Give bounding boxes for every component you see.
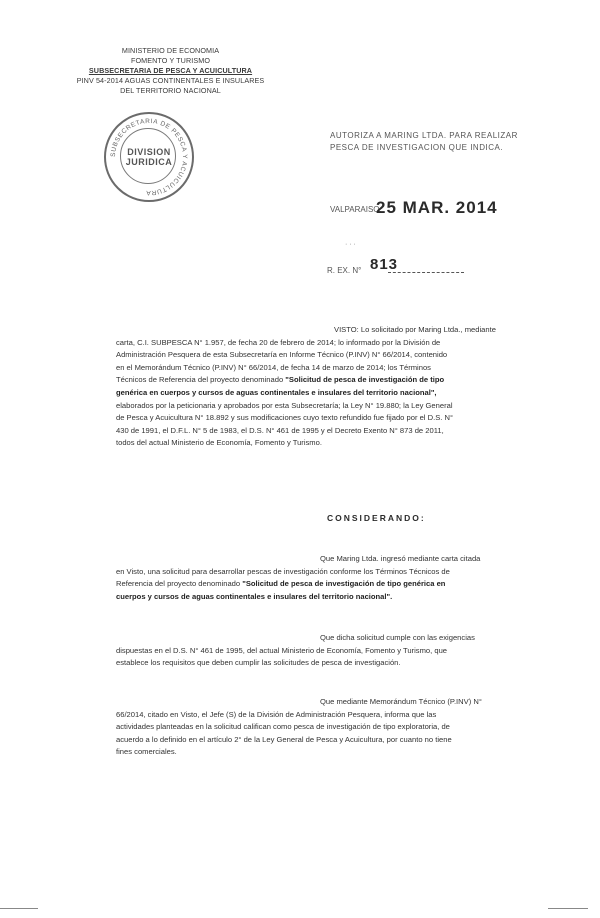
- visto-line-7: elaborados por la peticionaria y aprobados por esta Subsecretaría; la Ley N° 19.880; la Ley General: [116, 400, 453, 410]
- visto-line-5-a: Técnicos de Referencia del proyecto denominado: [116, 375, 284, 385]
- c2-line-2: dispuestas en el D.S. N° 461 de 1995, del actual Ministerio de Economía, Fomento y Turismo, que: [116, 645, 448, 655]
- c1-line-3-b: "Solicitud de pesca de investigación de tipo genérica en: [242, 579, 446, 589]
- c1-line-2: en Visto, una solicitud para desarrollar pescas de investigación conforme los Términos Técnicos de: [116, 566, 450, 576]
- visto-line-1: VISTO: Lo solicitado por Maring Ltda., mediante: [334, 325, 496, 334]
- stamp-line-1: DIVISION: [127, 147, 171, 157]
- visto-line-6: genérica en cuerpos y cursos de aguas continentales e insulares del territorio nacional",: [116, 387, 437, 397]
- visto-line-10: todos del actual Ministerio de Economía, Fomento y Turismo.: [116, 438, 322, 448]
- c1-line-1: Que Maring Ltda. ingresó mediante carta citada: [320, 554, 481, 563]
- place-label: VALPARAISO,: [330, 205, 382, 214]
- subject-line-1: AUTORIZA A MARING LTDA. PARA REALIZAR: [330, 131, 518, 140]
- resolution-label: R. EX. N°: [327, 266, 362, 275]
- visto-paragraph: [116, 324, 506, 450]
- considerando-3: [116, 696, 506, 759]
- resolution-subject: [330, 130, 518, 154]
- subsecretaria-line: SUBSECRETARIA DE PESCA Y ACUICULTURA: [88, 66, 253, 75]
- resolution-number: 813: [370, 256, 399, 273]
- c3-line-2: 66/2014, citado en Visto, el Jefe (S) de la División de Administración Pesquera, informa que las: [116, 709, 437, 719]
- visto-line-9: 430 de 1991, el D.F.L. N° 5 de 1983, el D.S. N° 461 de 1995 y el Decreto Exento N° 873 de 2011,: [116, 425, 444, 435]
- footer-mark-left: [0, 908, 38, 909]
- project-code-line-2: DEL TERRITORIO NACIONAL: [120, 86, 221, 95]
- c2-line-1: Que dicha solicitud cumple con las exigencias: [320, 633, 475, 642]
- letterhead: [48, 46, 293, 96]
- ministry-line-2: FOMENTO Y TURISMO: [130, 56, 211, 65]
- c1-line-3: [116, 578, 506, 591]
- c1-line-3-a: Referencia del proyecto denominado: [116, 579, 241, 589]
- project-code-line: PINV 54-2014 AGUAS CONTINENTALES E INSULARES: [76, 76, 265, 85]
- considerando-1: [116, 553, 506, 603]
- considerando-2: [116, 632, 506, 670]
- visto-line-2: carta, C.I. SUBPESCA N° 1.957, de fecha 20 de febrero de 2014; lo informado por la División de: [116, 337, 441, 347]
- considerando-heading: CONSIDERANDO:: [327, 513, 426, 523]
- mark-dots: · · ·: [345, 241, 356, 248]
- date-stamp: 25 MAR. 2014: [376, 198, 498, 217]
- c3-line-3: actividades planteadas en la solicitud califican como pesca de investigación de tipo exploratoria, de: [116, 722, 450, 732]
- c3-line-1: Que mediante Memorándum Técnico (P.INV) N°: [320, 697, 482, 706]
- c3-line-5: fines comerciales.: [116, 747, 177, 757]
- subject-line-2: PESCA DE INVESTIGACION QUE INDICA.: [330, 143, 504, 152]
- ministry-line-1: MINISTERIO DE ECONOMIA: [121, 46, 220, 55]
- footer-mark-right: [548, 908, 588, 909]
- stamp-line-2: JURIDICA: [125, 157, 173, 167]
- visto-line-5: [116, 374, 506, 387]
- svg-text:SUBSECRETARIA DE PESCA Y ACUIC: SUBSECRETARIA DE PESCA Y ACUICULTURA: [109, 117, 189, 197]
- c3-line-4: acuerdo a lo definido en el artículo 2° de la Ley General de Pesca y Acuicultura, por cuanto no tiene: [116, 734, 452, 744]
- visto-line-4: en el Memorándum Técnico (P.INV) N° 66/2014, de fecha 14 de marzo de 2014; los Términos: [116, 362, 431, 372]
- visto-line-8: de Pesca y Acuicultura N° 18.892 y sus modificaciones cuyo texto refundido fue fijado por el D.S. N°: [116, 413, 454, 423]
- division-juridica-stamp: [104, 112, 194, 202]
- c2-line-3: establece los requisitos que deben cumplir las solicitudes de pesca de investigación.: [116, 658, 401, 668]
- c1-line-4: cuerpos y cursos de aguas continentales e insulares del territorio nacional".: [116, 591, 393, 601]
- visto-line-3: Administración Pesquera de esta Subsecretaría en Informe Técnico (P.INV) N° 66/2014, contenido: [116, 350, 448, 360]
- visto-line-5-b: "Solicitud de pesca de investigación de tipo: [285, 375, 445, 385]
- resolution-underline: [388, 272, 464, 273]
